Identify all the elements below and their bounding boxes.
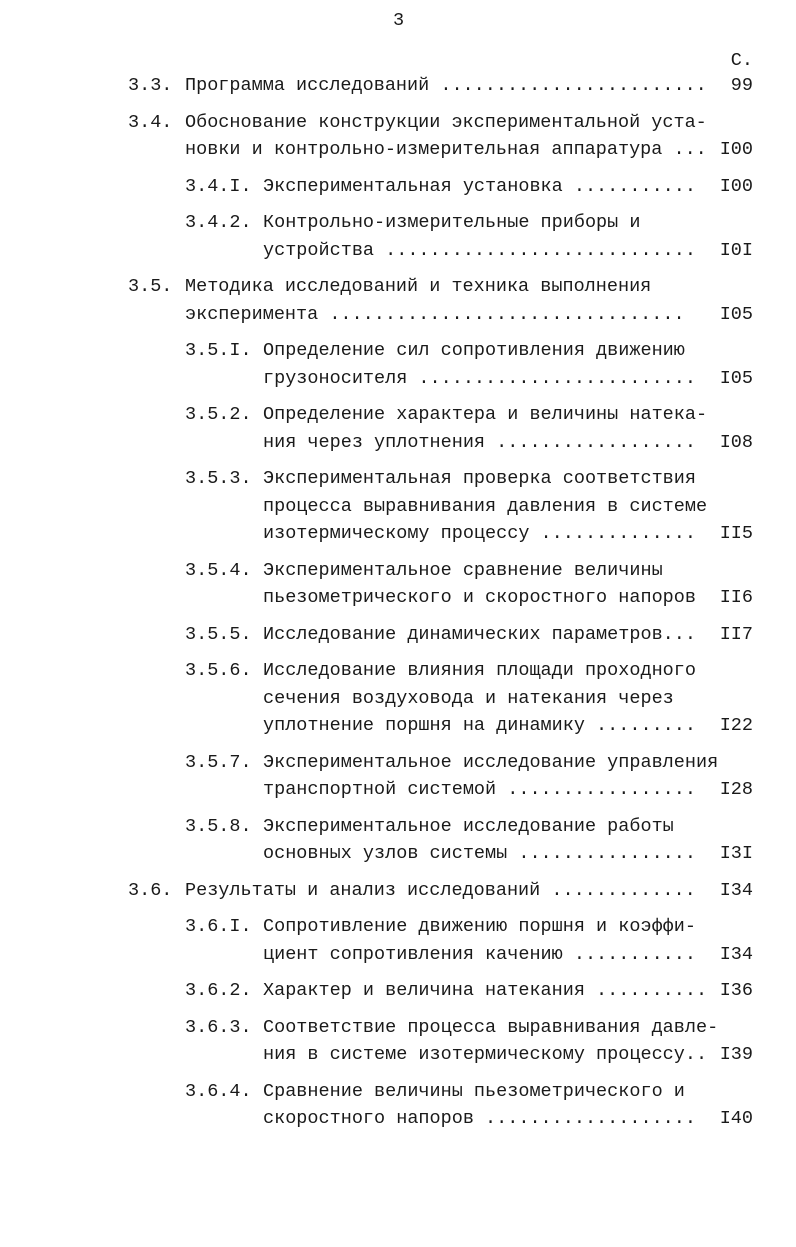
page-column-header: С. xyxy=(730,50,753,71)
section-title-line: Обоснование конструкции экспериментальной уста- xyxy=(185,111,707,133)
section-title-line: сечения воздуховода и натекания через xyxy=(263,687,674,709)
section-number: 3.5.6. xyxy=(185,660,252,681)
page-ref: II5 xyxy=(719,523,753,544)
section-title-line: скоростного напоров ................... xyxy=(263,1108,696,1129)
toc-entry xyxy=(128,913,753,968)
section-title-line: Методика исследований и техника выполнения xyxy=(185,276,652,297)
page-ref: II7 xyxy=(719,623,753,645)
toc-entry xyxy=(128,657,753,740)
section-number: 3.6.I. xyxy=(185,916,252,937)
toc-entry xyxy=(128,273,753,328)
toc-entry xyxy=(128,1014,753,1069)
section-title-line: циент сопротивления качению ........... xyxy=(263,943,696,965)
page-ref: I34 xyxy=(719,943,753,965)
section-title-line: грузоносителя ......................... xyxy=(263,367,696,389)
page-ref: II6 xyxy=(719,587,753,608)
page-ref: I40 xyxy=(719,1108,753,1129)
section-number: 3.5.8. xyxy=(185,815,252,837)
section-number: 3.5. xyxy=(128,276,173,297)
section-number: 3.5.2. xyxy=(185,404,252,425)
table-of-contents xyxy=(128,72,753,1133)
section-title-line: ния в системе изотермическому процессу.. xyxy=(263,1044,708,1065)
section-title-line: Экспериментальная проверка соответствия xyxy=(263,468,696,489)
page-ref: I39 xyxy=(719,1044,753,1065)
section-number: 3.5.3. xyxy=(185,468,252,489)
section-title-line: Экспериментальная установка ........... xyxy=(263,175,696,197)
section-title-line: ния через уплотнения .................. xyxy=(263,431,696,453)
section-title-line: Контрольно-измерительные приборы и xyxy=(263,212,641,233)
section-title-line: устройства ............................ xyxy=(263,239,696,261)
toc-entry xyxy=(128,109,753,164)
page-ref: I00 xyxy=(719,139,753,160)
page-ref: I28 xyxy=(719,779,753,800)
section-title-line: изотермическому процессу .............. xyxy=(263,523,696,544)
section-number: 3.5.4. xyxy=(185,559,252,581)
section-title-line: Программа исследований ........................ xyxy=(185,75,707,96)
section-title-line: уплотнение поршня на динамику ......... xyxy=(263,715,696,736)
toc-entry xyxy=(128,877,753,905)
section-title-line: основных узлов системы ................ xyxy=(263,843,696,864)
page-number: 3 xyxy=(393,10,405,31)
section-title-line: пьезометрического и скоростного напоров xyxy=(263,587,696,608)
section-number: 3.4.I. xyxy=(185,175,252,197)
page-ref: I05 xyxy=(719,367,753,389)
section-title-line: транспортной системой ................. xyxy=(263,779,696,800)
section-title-line: эксперимента ................................ xyxy=(185,303,685,325)
toc-entry xyxy=(128,749,753,804)
section-title-line: Определение сил сопротивления движению xyxy=(263,340,685,361)
section-title-line: Результаты и анализ исследований ............. xyxy=(185,879,696,901)
toc-entry xyxy=(128,465,753,548)
section-title-line: Соответствие процесса выравнивания давле- xyxy=(263,1016,719,1038)
section-title-line: Экспериментальное исследование управления xyxy=(263,751,719,773)
toc-entry xyxy=(128,173,753,201)
toc-entry xyxy=(128,209,753,264)
section-number: 3.4. xyxy=(128,111,173,133)
section-title-line: Экспериментальное сравнение величины xyxy=(263,559,663,581)
toc-entry xyxy=(128,401,753,456)
section-number: 3.5.5. xyxy=(185,623,252,645)
page-ref: I08 xyxy=(719,431,753,453)
page-ref: I36 xyxy=(719,980,753,1001)
section-number: 3.6.4. xyxy=(185,1080,252,1102)
section-title-line: Экспериментальное исследование работы xyxy=(263,815,674,837)
section-number: 3.6.2. xyxy=(185,980,252,1001)
toc-entry xyxy=(128,557,753,612)
page-ref: I22 xyxy=(719,715,753,736)
section-title-line: Сравнение величины пьезометрического и xyxy=(263,1080,685,1102)
section-number: 3.5.7. xyxy=(185,751,252,773)
toc-entry xyxy=(128,621,753,649)
section-title-line: новки и контрольно-измерительная аппаратура ... xyxy=(185,139,707,160)
page-ref: 99 xyxy=(730,75,753,96)
page-ref: I34 xyxy=(719,879,753,901)
page-ref: I3I xyxy=(719,843,753,864)
section-number: 3.6. xyxy=(128,879,173,901)
section-title-line: Определение характера и величины натека- xyxy=(263,404,708,425)
toc-entry xyxy=(128,72,753,100)
page-ref: I0I xyxy=(719,239,753,261)
page-ref: I00 xyxy=(719,175,753,197)
section-number: 3.3. xyxy=(128,75,173,96)
section-title-line: Исследование динамических параметров... xyxy=(263,623,696,645)
toc-entry xyxy=(128,813,753,868)
page-ref: I05 xyxy=(719,303,753,325)
section-title-line: процесса выравнивания давления в системе xyxy=(263,495,708,517)
section-title-line: Исследование влияния площади проходного xyxy=(263,660,696,681)
section-title-line: Сопротивление движению поршня и коэффи- xyxy=(263,916,696,937)
toc-entry xyxy=(128,1078,753,1133)
toc-entry xyxy=(128,337,753,392)
section-title-line: Характер и величина натекания .......... xyxy=(263,980,708,1001)
toc-entry xyxy=(128,977,753,1005)
section-number: 3.4.2. xyxy=(185,212,252,233)
section-number: 3.5.I. xyxy=(185,340,252,361)
section-number: 3.6.3. xyxy=(185,1016,252,1038)
